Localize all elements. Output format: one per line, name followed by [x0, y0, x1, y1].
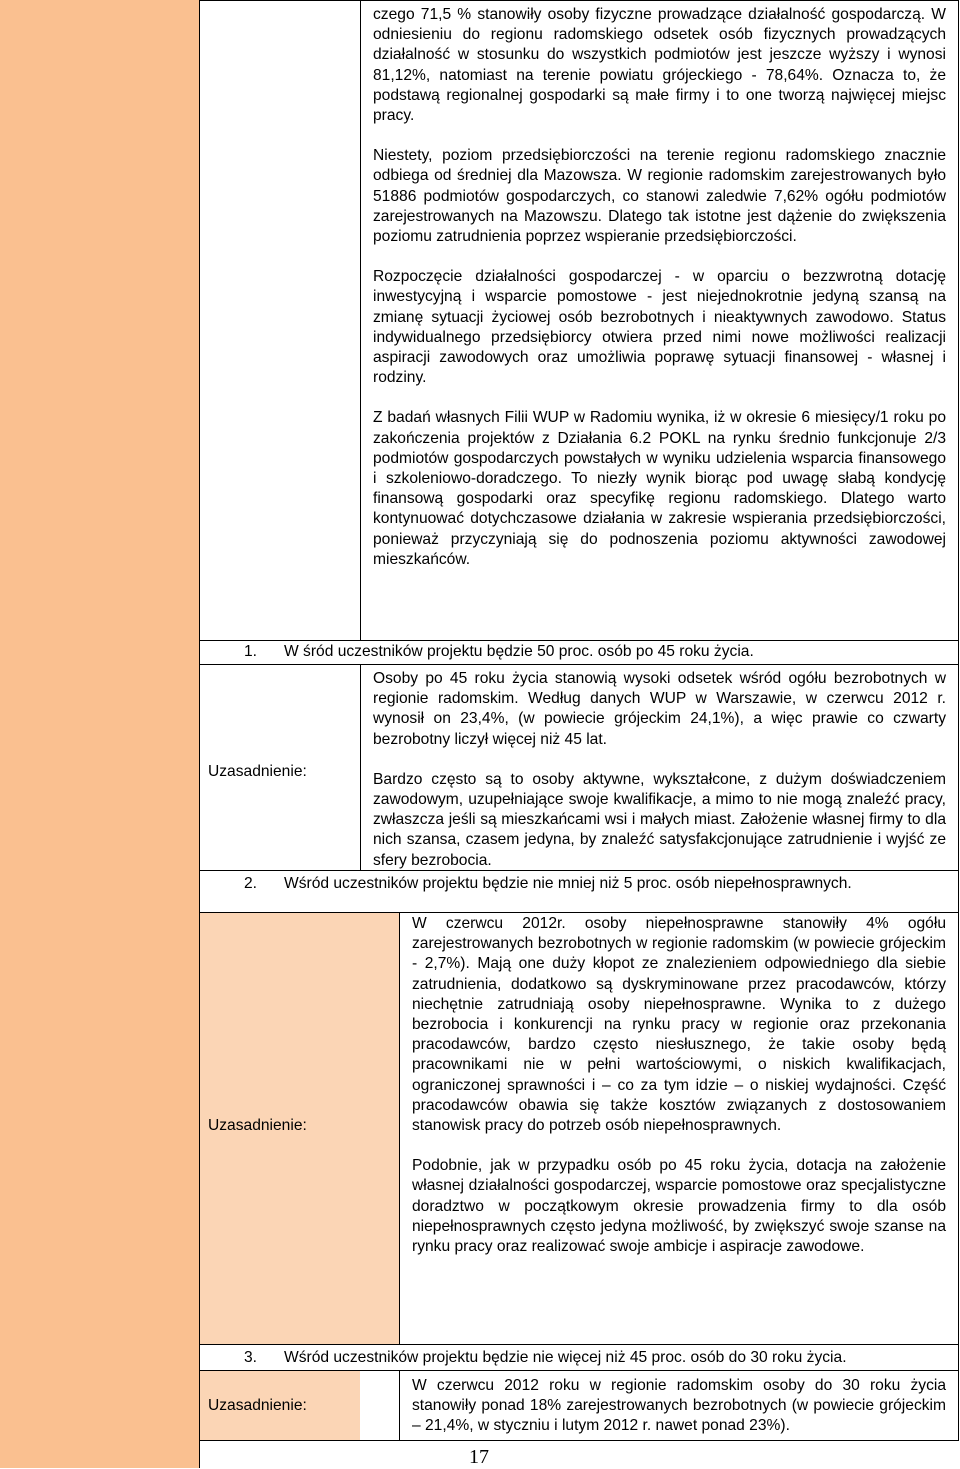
row-divider-6 — [199, 1344, 959, 1345]
column-divider-3 — [399, 912, 400, 1344]
criterion-title: Wśród uczestników projektu będzie nie więcej niż 45 proc. osób do 30 roku życia. — [284, 1349, 847, 1366]
justification-label-1: Uzasadnienie: — [208, 763, 307, 780]
paragraph: Podobnie, jak w przypadku osób po 45 roku życia, dotacja na założenie własnej działalności gospodarczej, wsparcie pomostowe oraz specjalistyczne doradztwo w początkowym okresie prowadzenia firmy to dla osób niepełnosprawnych często jedyna możliwość, by zwiększyć swoje szanse na rynku pracy oraz realizować swoje ambicje i aspiracje zawodowe. — [412, 1157, 946, 1256]
row-divider-7 — [199, 1370, 959, 1371]
criterion-title: W śród uczestników projektu będzie 50 proc. osób po 45 roku życia. — [284, 643, 754, 660]
criterion-number: 1. — [244, 643, 258, 660]
table-border-left-2 — [199, 912, 200, 1468]
criterion-3-heading — [244, 1348, 847, 1368]
row-divider-2 — [199, 640, 959, 641]
left-margin-column-top — [0, 0, 199, 912]
criterion-title: Wśród uczestników projektu będzie nie mniej niż 5 proc. osób niepełnosprawnych. — [284, 875, 852, 892]
paragraph: Niestety, poziom przedsiębiorczości na terenie regionu radomskiego znacznie odbiega od średniej dla Mazowsza. W regionie radomskim zarejestrowanych było 51886 podmiotów gospodarczych, co stanowi zaledwie 7,62% ogółu podmiotów zarejestrowanych na Mazowszu. Dlatego tak istotne jest dążenie do zwiększenia poziomu zatrudnienia poprzez wspieranie przedsiębiorczości. — [373, 147, 946, 246]
paragraph: W czerwcu 2012 roku w regionie radomskim osoby do 30 roku życia stanowiły ponad 18% zarejestrowanych bezrobotnych (w powiecie grójeckim – 21,4%, w styczniu i lutym 2012 r. nawet ponad 23%). — [412, 1377, 946, 1435]
column-divider-1 — [360, 0, 361, 640]
row-divider-5 — [199, 912, 959, 913]
table-border-right — [958, 0, 959, 1440]
criterion-1-text — [373, 669, 946, 871]
criterion-3-text — [412, 1376, 946, 1437]
column-divider-4 — [399, 1370, 400, 1440]
justification-label-3: Uzasadnienie: — [208, 1397, 307, 1414]
criterion-1-heading — [244, 642, 754, 662]
table-border-left — [199, 0, 200, 912]
column-divider-2 — [360, 664, 361, 870]
page-number: 17 — [469, 1446, 489, 1468]
paragraph: Z badań własnych Filii WUP w Radomiu wynika, iż w okresie 6 miesięcy/1 roku po zakończenia projektów z Działania 6.2 POKL na rynku średnio funkcjonuje 2/3 podmiotów gospodarczych powstałych w wyniku udzielenia wsparcia finansowego i szkoleniowo-doradczego. To niezły wynik biorąc pod uwagę słabą kondycję finansową gospodarki oraz specyfikę regionu radomskiego. Dlatego warto kontynuować dotychczasowe działania w zakresie wspierania przedsiębiorczości, ponieważ przyczyniają się do podnoszenia poziomu aktywności zawodowej mieszkańców. — [373, 409, 946, 568]
row-divider-1 — [199, 0, 959, 1]
criterion-number: 3. — [244, 1349, 258, 1366]
criterion-number: 2. — [244, 875, 258, 892]
intro-text-block — [373, 5, 946, 570]
criterion-2-heading — [244, 874, 852, 894]
paragraph: W czerwcu 2012r. osoby niepełnosprawne stanowiły 4% ogółu zarejestrowanych bezrobotnych w regionie radomskim (w powiecie grójeckim - 2,7%). Mają one duży kłopot ze znalezieniem odpowiedniego dla siebie zatrudnienia, dodatkowo są dyskryminowane przez pracodawców, którzy niechętnie zatrudniają osoby niepełnosprawne. Wynika to z dużego bezrobocia i konkurencji na rynku pracy w regionie oraz przekonania pracodawców, bardzo często niesłusznego, że takie osoby będą pracownikami nie w pełni wartościowymi, o niskich kwalifikacjach, ograniczonej sprawności i – co za tym idzie – o niskiej wydajności. Część pracodawców obawia się także kosztów związanych z dostosowaniem stanowisk pracy do potrzeb osób niepełnosprawnych. — [412, 915, 946, 1135]
row-divider-8 — [199, 1440, 959, 1441]
justification-label-2: Uzasadnienie: — [208, 1117, 307, 1134]
paragraph: Rozpoczęcie działalności gospodarczej - w oparciu o bezzwrotną dotację inwestycyjną i wsparcie pomostowe - jest niejednokrotnie jedyną szansą na zmianę sytuacji życiowej osób bezrobotnych i nieaktywnych zawodowo. Status indywidualnego przedsiębiorcy otwiera przed nimi nowe możliwości realizacji aspiracji zawodowych oraz umożliwia poprawę sytuacji finansowej - własnej i rodziny. — [373, 268, 946, 387]
paragraph: Bardzo często są to osoby aktywne, wykształcone, z dużym doświadczeniem zawodowym, uzupełniające swoje kwalifikacje, a mimo to nie mogą znaleźć pracy, zwłaszcza jeśli są mieszkańcami wsi i małych miast. Założenie własnej firmy to dla nich szansa, czasem jedyna, by znaleźć satysfakcjonujące zatrudnienie i wyjść ze sfery bezrobocia. — [373, 770, 946, 869]
row-divider-3 — [199, 664, 959, 665]
criterion-2-text — [412, 914, 946, 1257]
paragraph: Osoby po 45 roku życia stanowią wysoki odsetek wśród ogółu bezrobotnych w regionie radomskim. Według danych WUP w Warszawie, w czerwcu 2012 r. wynosił on 23,4%, (w powiecie grójeckim 24,1%), a więc prawie co czwarty bezrobotny liczył więcej niż 45 lat. — [373, 670, 946, 748]
left-margin-column-bottom — [0, 912, 199, 1468]
paragraph: czego 71,5 % stanowiły osoby fizyczne prowadzące działalność gospodarczą. W odniesieniu do regionu radomskiego odsetek osób fizycznych prowadzących działalność w stosunku do wszystkich podmiotów jest jeszcze wyższy i wynosi 81,12%, natomiast na terenie powiatu grójeckiego - 78,64%. Oznacza to, że podstawą regionalnej gospodarki są małe firmy i to one tworzą najwięcej miejsc pracy. — [373, 6, 946, 125]
